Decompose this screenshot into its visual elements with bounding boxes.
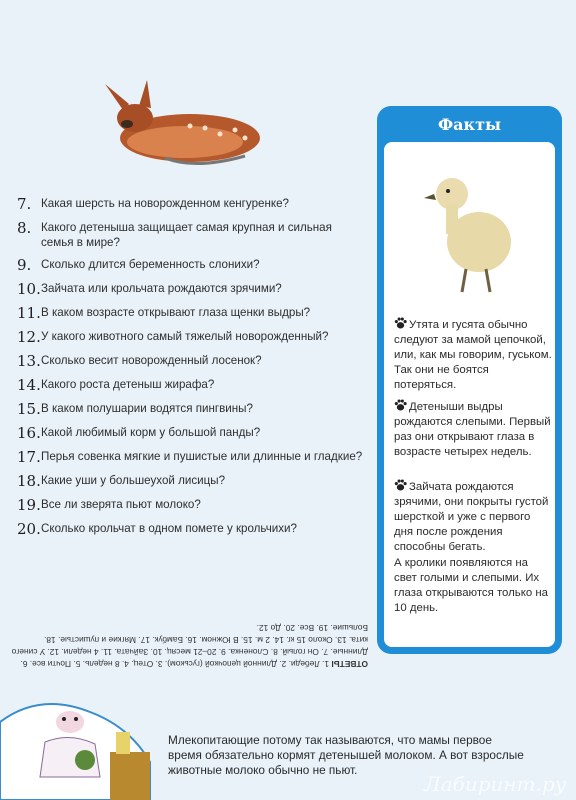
question-text: У какого животного самый тяжелый новорожденный? [41, 330, 329, 343]
question-number: 12. [17, 328, 41, 346]
question-item [17, 353, 367, 370]
question-text: Сколько длится беременность слонихи? [41, 258, 260, 271]
question-item [17, 401, 367, 418]
question-number: 9. [17, 256, 32, 274]
answers-block [8, 598, 368, 670]
question-number: 19. [17, 496, 41, 514]
fawn-illustration [95, 78, 275, 170]
fact-item [394, 399, 552, 460]
question-item [17, 473, 367, 490]
fact-text: Утята и гусята обычно следуют за мамой цепочкой, или, как мы говорим, гуськом. Так они не боятся потеряться. [394, 319, 552, 391]
question-text: Все ли зверята пьют молоко? [41, 498, 201, 511]
question-item [17, 257, 367, 274]
paw-icon [394, 479, 407, 491]
facts-title: Факты [437, 115, 502, 134]
fact-item [394, 479, 552, 555]
question-text: В каком полушарии водятся пингвины? [41, 402, 253, 415]
watermark: Лабиринт.ру [424, 772, 567, 796]
question-text: Какой любимый корм у большой панды? [41, 426, 261, 439]
question-text: Какие уши у большеухой лисицы? [41, 474, 226, 487]
question-text: Зайчата или крольчата рождаются зрячими? [41, 282, 282, 295]
question-item [17, 449, 367, 466]
question-item [17, 196, 367, 213]
duckling-illustration [424, 164, 519, 294]
question-number: 16. [17, 424, 41, 442]
question-text: Сколько весит новорожденный лосенок? [41, 354, 262, 367]
answers-rotated [8, 622, 368, 670]
fact-item [394, 317, 552, 393]
question-item [17, 521, 367, 538]
question-number: 14. [17, 376, 41, 394]
question-item [17, 220, 367, 250]
question-number: 8. [17, 219, 32, 237]
question-number: 11. [17, 304, 41, 322]
question-text: Сколько крольчат в одном помете у крольчихи? [41, 522, 297, 535]
question-item [17, 497, 367, 514]
answers-title: ОТВЕТЫ [331, 659, 368, 669]
question-text: Перья совенка мягкие и пушистые или длинные и гладкие? [41, 450, 363, 463]
question-text: В каком возрасте открывают глаза щенки выдры? [41, 306, 311, 319]
question-number: 10. [17, 280, 41, 298]
question-item [17, 425, 367, 442]
facts-panel [377, 106, 562, 654]
question-list [17, 196, 367, 545]
fact-text: А кролики появляются на свет голыми и слепыми. Их глаза открываются только на 10 день. [394, 557, 548, 614]
question-text: Какого детеныша защищает самая крупная и сильная семья в мире? [41, 221, 332, 249]
answers-text: 1. Лебеди. 2. Длинной цепочкой (гуськом). 3. Отец. 4. 8 недель. 5. Почти все. 6. Длинные. 7. Он голый. 8. Слоненка. 9. 20–21 месяц. 10. Зайчата. 11. 4 недели. 12. У синего кита. 13. Около 15 кг. 14. 2 м. 15. В Южном. 16. Бамбук. 17. Мягкие и пушистые. 18. Большие. 19. Все. 20. До 12. [11, 623, 368, 669]
fact-text: Зайчата рождаются зрячими, они покрыты густой шерсткой и уже с первого дня после рождения способны бегать. [394, 481, 549, 553]
paw-icon [394, 317, 407, 329]
question-number: 20. [17, 520, 41, 538]
question-number: 17. [17, 448, 41, 466]
cow-illustration [0, 682, 170, 800]
facts-content [384, 142, 555, 647]
question-item [17, 377, 367, 394]
question-number: 13. [17, 352, 41, 370]
question-text: Какая шерсть на новорожденном кенгуренке? [41, 197, 289, 210]
question-item [17, 329, 367, 346]
fact-text: Детеныши выдры рождаются слепыми. Первый раз они открывают глаза в возрасте четырех недель. [394, 401, 551, 458]
question-number: 15. [17, 400, 41, 418]
question-number: 7. [17, 195, 32, 213]
paw-icon [394, 399, 407, 411]
question-number: 18. [17, 472, 41, 490]
question-item [17, 305, 367, 322]
question-item [17, 281, 367, 298]
question-text: Какого роста детеныш жирафа? [41, 378, 215, 391]
bottom-note: Млекопитающие потому так называются, что мамы первое время обязательно кормят детенышей молоком. А вот взрослые животные молоко обычно не пьют. [168, 733, 524, 777]
fact-item [394, 556, 552, 616]
